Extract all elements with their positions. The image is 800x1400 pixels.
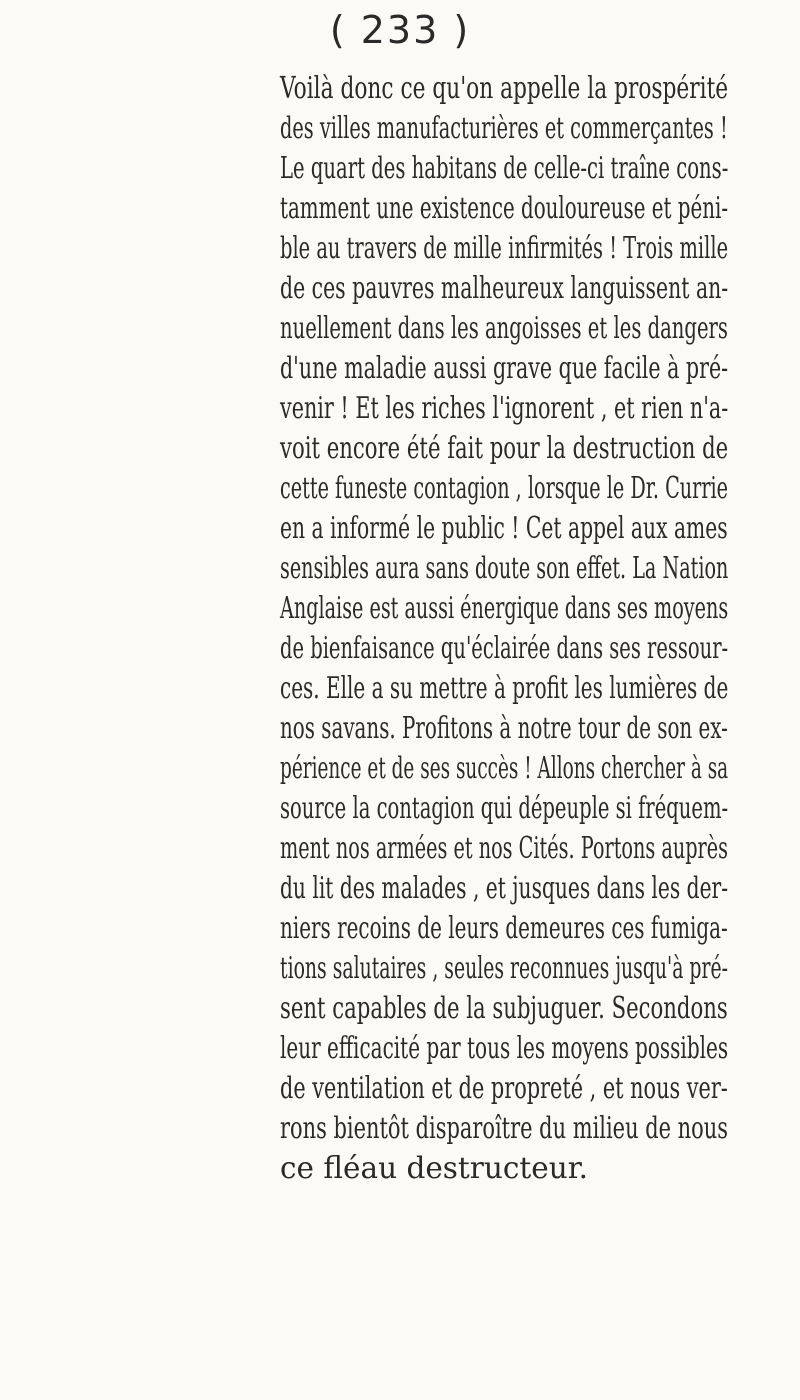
text-line: ment nos armées et nos Cités. Portons auprès — [280, 831, 729, 865]
text-line: sensibles aura sans doute son effet. La Nation — [280, 551, 729, 585]
text-line: cette funeste contagion , lorsque le Dr. Currie — [280, 471, 729, 505]
text-line: périence et de ses succès ! Allons chercher à sa — [280, 751, 729, 785]
text-line: de bienfaisance qu'éclairée dans ses ressour- — [280, 631, 729, 665]
text-line: venir ! Et les riches l'ignorent , et rien n'a- — [280, 391, 729, 425]
text-line: ce fléau destructeur. — [280, 1151, 588, 1185]
text-line: des villes manufacturières et commerçantes ! — [280, 111, 728, 145]
text-line: rons bientôt disparoître du milieu de nous — [280, 1111, 729, 1145]
text-line: du lit des malades , et jusques dans les der- — [280, 871, 729, 905]
page-number: ( 233 ) — [329, 8, 471, 52]
text-line: tamment une existence douloureuse et péni- — [280, 191, 729, 225]
text-line: nos savans. Profitons à notre tour de son ex- — [280, 711, 728, 745]
text-line: leur efficacité par tous les moyens possibles — [280, 1031, 729, 1065]
text-line: ble au travers de mille infirmités ! Trois mille — [280, 231, 729, 265]
text-line: sent capables de la subjuguer. Secondons — [280, 991, 728, 1025]
text-line: tions salutaires , seules reconnues jusqu'à pré- — [280, 951, 728, 985]
text-line: de ventilation et de propreté , et nous ver- — [280, 1071, 728, 1105]
text-line: ces. Elle a su mettre à profit les lumières de — [280, 671, 729, 705]
text-line: en a informé le public ! Cet appel aux ames — [280, 511, 728, 545]
text-line: nuellement dans les angoisses et les dangers — [280, 311, 728, 345]
text-line: Le quart des habitans de celle-ci traîne cons- — [280, 151, 729, 185]
text-line: de ces pauvres malheureux languissent an- — [280, 271, 729, 305]
text-line: Anglaise est aussi énergique dans ses moyens — [280, 591, 729, 625]
text-line: niers recoins de leurs demeures ces fumiga- — [280, 911, 728, 945]
text-line: voit encore été fait pour la destruction de — [280, 431, 729, 465]
text-line: source la contagion qui dépeuple si fréquem- — [280, 791, 729, 825]
text-line: Voilà donc ce qu'on appelle la prospérité — [280, 71, 729, 105]
text-line: d'une maladie aussi grave que facile à pré- — [280, 351, 729, 385]
